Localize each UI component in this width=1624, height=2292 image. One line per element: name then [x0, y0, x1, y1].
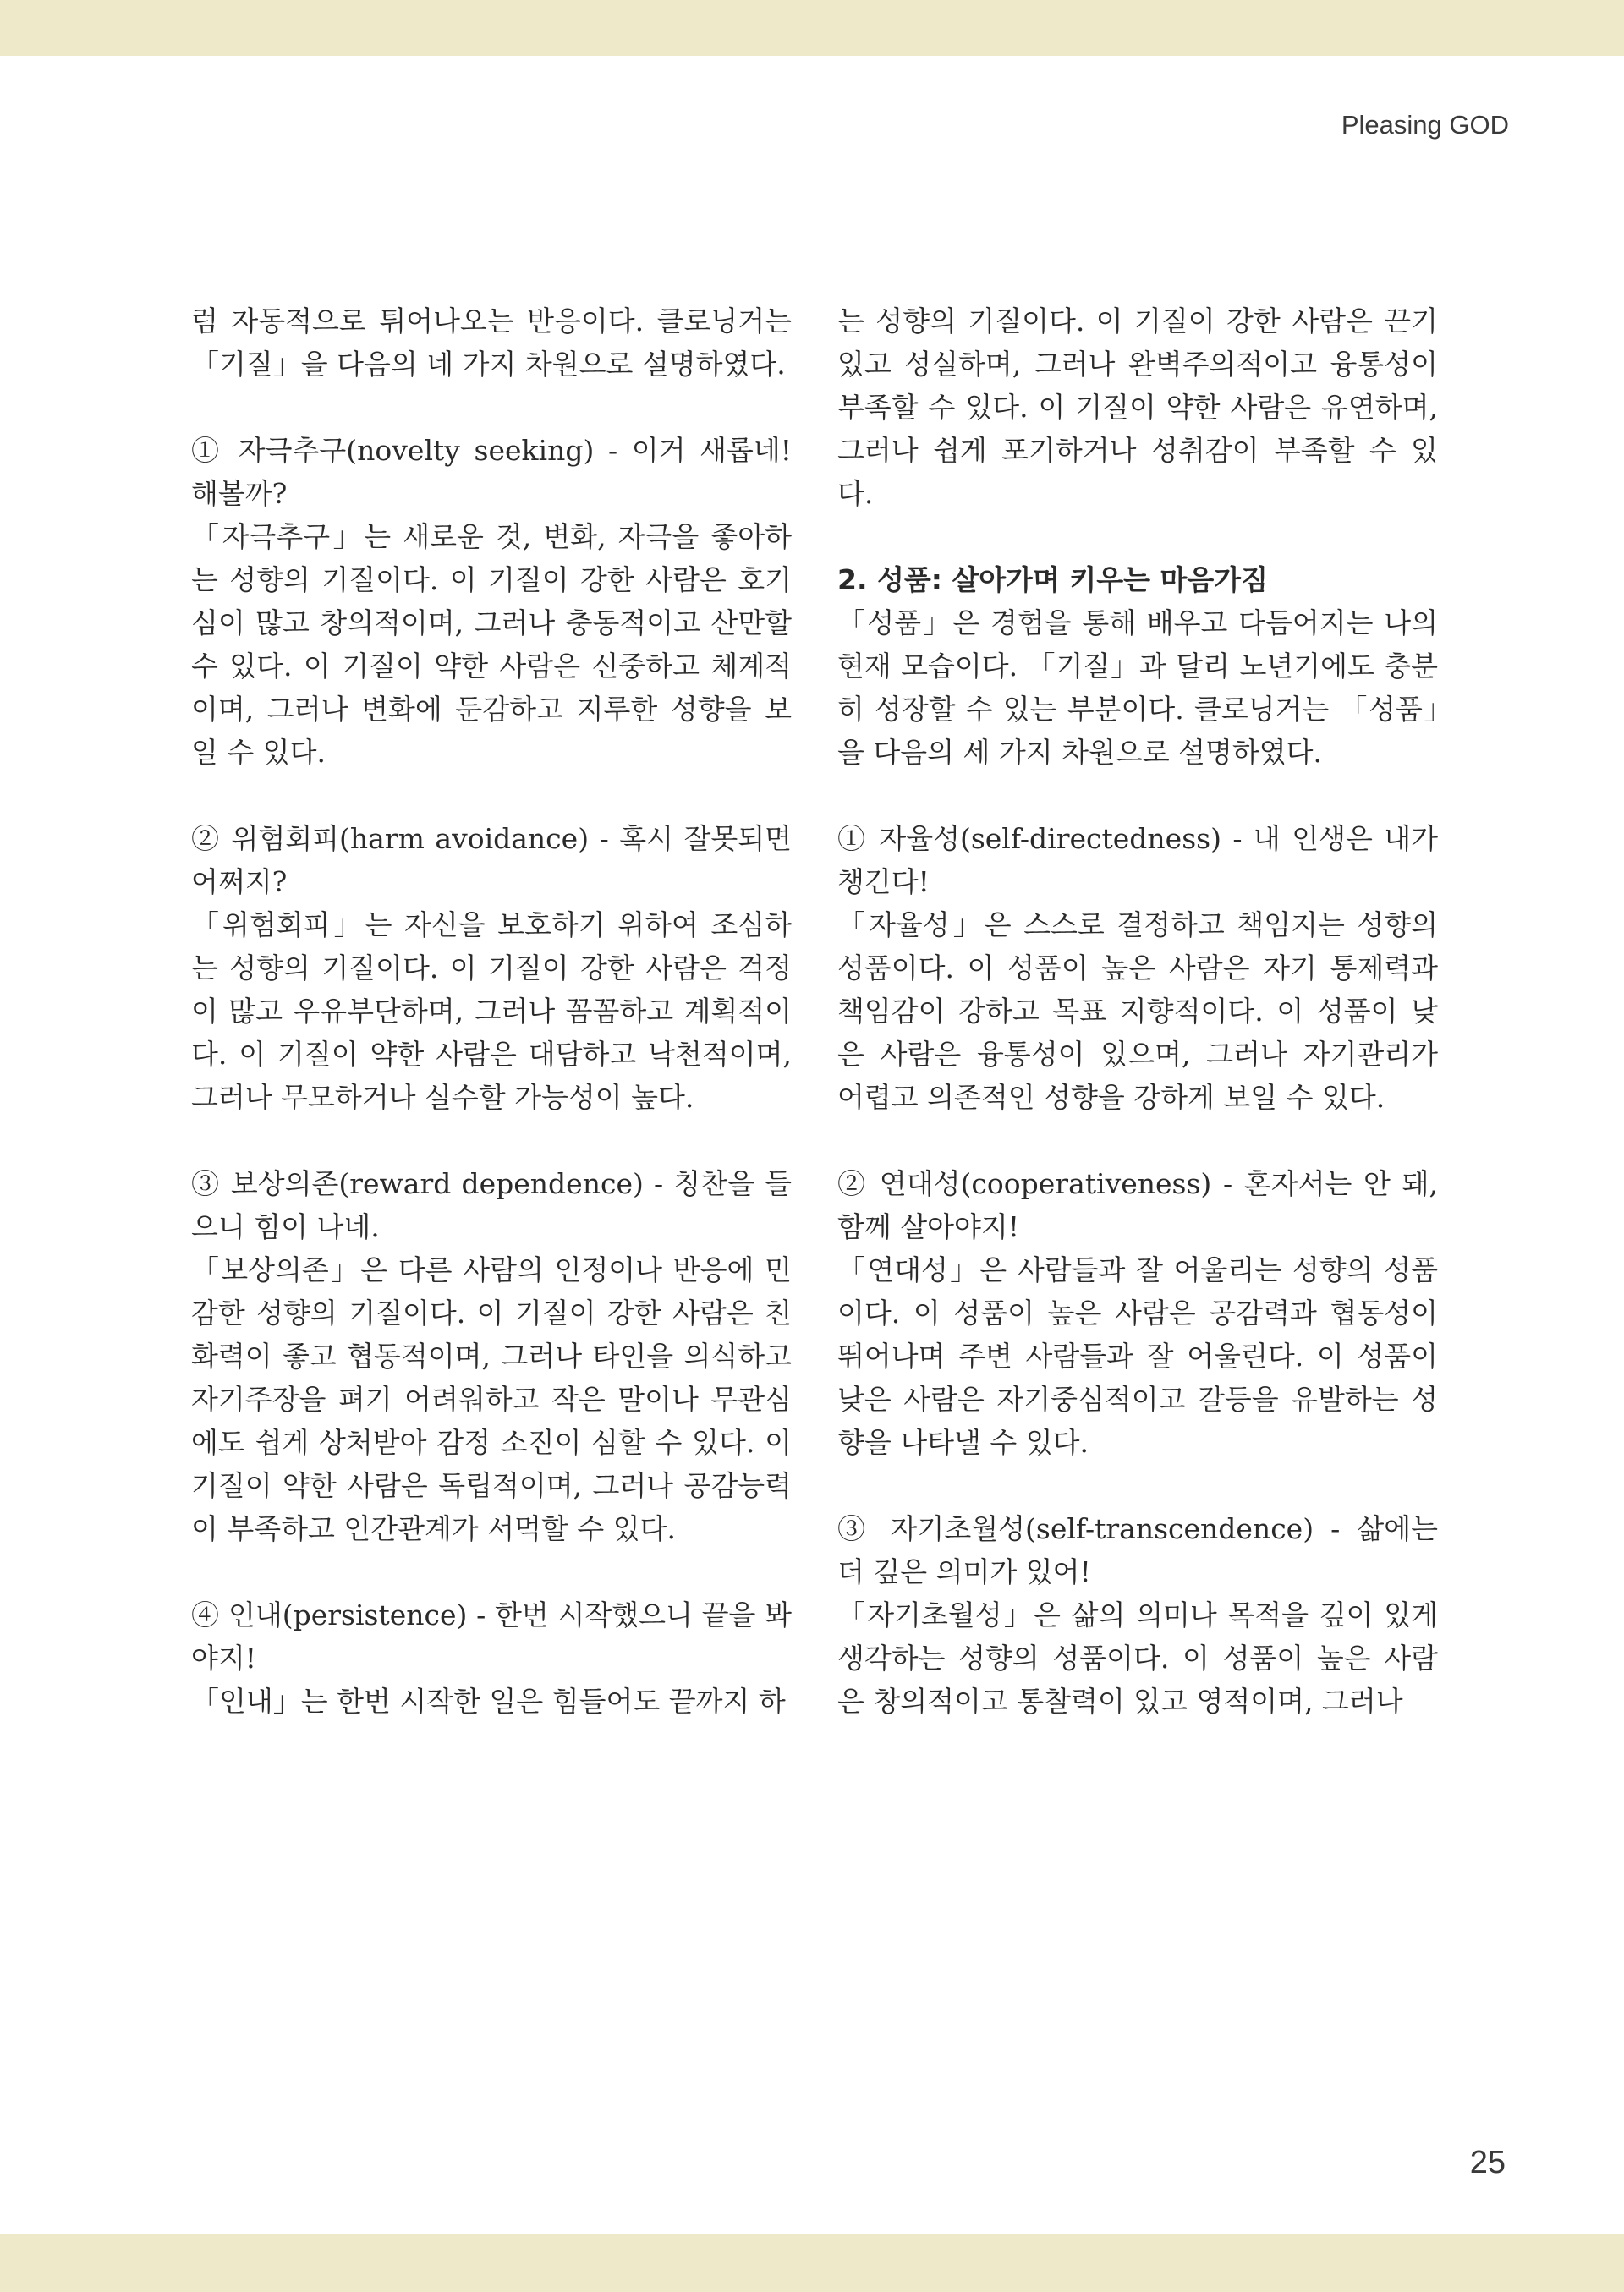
paragraph-gap	[191, 1550, 792, 1593]
paragraph-gap	[191, 774, 792, 817]
novelty-seeking-paragraph: 「자극추구」는 새로운 것, 변화, 자극을 좋아하는 성향의 기질이다. 이 기질이 강한 사람은 호기심이 많고 창의적이며, 그러나 충동적이고 산만할 수 있다. 이 기질이 약한 사람은 신중하고 체계적이며, 그러나 변화에 둔감하고 지루한 성향을 보일 수 있다.	[191, 520, 792, 769]
section-heading-character: 2. 성품: 살아가며 키우는 마음가짐	[837, 563, 1269, 596]
paragraph-gap	[837, 1119, 1438, 1162]
self-directedness-heading: ① 자율성(self-directedness) - 내 인생은 내가 챙긴다!	[837, 822, 1438, 898]
self-transcendence-paragraph: 「자기초월성」은 삶의 의미나 목적을 깊이 있게 생각하는 성향의 성품이다. 이 성품이 높은 사람은 창의적이고 통찰력이 있고 영적이며, 그러나	[837, 1598, 1438, 1718]
reward-dependence-heading: ③ 보상의존(reward dependence) - 칭찬을 들으니 힘이 나네.	[191, 1167, 792, 1243]
cooperativeness-heading: ② 연대성(cooperativeness) - 혼자서는 안 돼, 함께 살아야지!	[837, 1167, 1438, 1243]
harm-avoidance-paragraph: 「위험회피」는 자신을 보호하기 위하여 조심하는 성향의 기질이다. 이 기질이 강한 사람은 걱정이 많고 우유부단하며, 그러나 꼼꼼하고 계획적이다. 이 기질이 약한 사람은 대담하고 낙천적이며, 그러나 무모하거나 실수할 가능성이 높다.	[191, 908, 792, 1114]
novelty-seeking-heading: ① 자극추구(novelty seeking) - 이거 새롭네! 해볼까?	[191, 434, 792, 510]
persistence-paragraph: 「인내」는 한번 시작한 일은 힘들어도 끝까지 하	[191, 1685, 786, 1718]
persistence-paragraph-continued: 는 성향의 기질이다. 이 기질이 강한 사람은 끈기 있고 성실하며, 그러나 완벽주의적이고 융통성이 부족할 수 있다. 이 기질이 약한 사람은 유연하며, 그러나 쉽게 포기하거나 성취감이 부족할 수 있다.	[837, 304, 1438, 510]
persistence-heading: ④ 인내(persistence) - 한번 시작했으니 끝을 봐야지!	[191, 1598, 792, 1675]
intro-paragraph: 럼 자동적으로 튀어나오는 반응이다. 클로닝거는 「기질」을 다음의 네 가지 차원으로 설명하였다.	[191, 304, 792, 381]
paragraph-gap	[837, 1464, 1438, 1507]
paragraph-gap	[191, 1119, 792, 1162]
page-number: 25	[1469, 2145, 1506, 2180]
cooperativeness-paragraph: 「연대성」은 사람들과 잘 어울리는 성향의 성품이다. 이 성품이 높은 사람은 공감력과 협동성이 뛰어나며 주변 사람들과 잘 어울린다. 이 성품이 낮은 사람은 자기중심적이고 갈등을 유발하는 성향을 나타낼 수 있다.	[837, 1253, 1438, 1459]
character-intro-paragraph: 「성품」은 경험을 통해 배우고 다듬어지는 나의 현재 모습이다. 「기질」과 달리 노년기에도 충분히 성장할 수 있는 부분이다. 클로닝거는 「성품」을 다음의 세 가지 차원으로 설명하였다.	[837, 606, 1438, 769]
bottom-decorative-band	[0, 2234, 1624, 2292]
paragraph-gap	[191, 386, 792, 429]
harm-avoidance-heading: ② 위험회피(harm avoidance) - 혹시 잘못되면 어쩌지?	[191, 822, 792, 898]
paragraph-gap	[837, 774, 1438, 817]
self-directedness-paragraph: 「자율성」은 스스로 결정하고 책임지는 성향의 성품이다. 이 성품이 높은 사람은 자기 통제력과 책임감이 강하고 목표 지향적이다. 이 성품이 낮은 사람은 융통성이 있으며, 그러나 자기관리가 어렵고 의존적인 성향을 강하게 보일 수 있다.	[837, 908, 1438, 1114]
left-text-column	[191, 299, 792, 1723]
right-text-column	[837, 299, 1438, 1723]
paragraph-gap	[837, 515, 1438, 558]
top-decorative-band	[0, 0, 1624, 56]
running-header-title: Pleasing GOD	[1341, 110, 1509, 140]
self-transcendence-heading: ③ 자기초월성(self-transcendence) - 삶에는 더 깊은 의미가 있어!	[837, 1512, 1438, 1588]
reward-dependence-paragraph: 「보상의존」은 다른 사람의 인정이나 반응에 민감한 성향의 기질이다. 이 기질이 강한 사람은 친화력이 좋고 협동적이며, 그러나 타인을 의식하고 자기주장을 펴기 어려워하고 작은 말이나 무관심에도 쉽게 상처받아 감정 소진이 심할 수 있다. 이 기질이 약한 사람은 독립적이며, 그러나 공감능력이 부족하고 인간관계가 서먹할 수 있다.	[191, 1253, 792, 1545]
